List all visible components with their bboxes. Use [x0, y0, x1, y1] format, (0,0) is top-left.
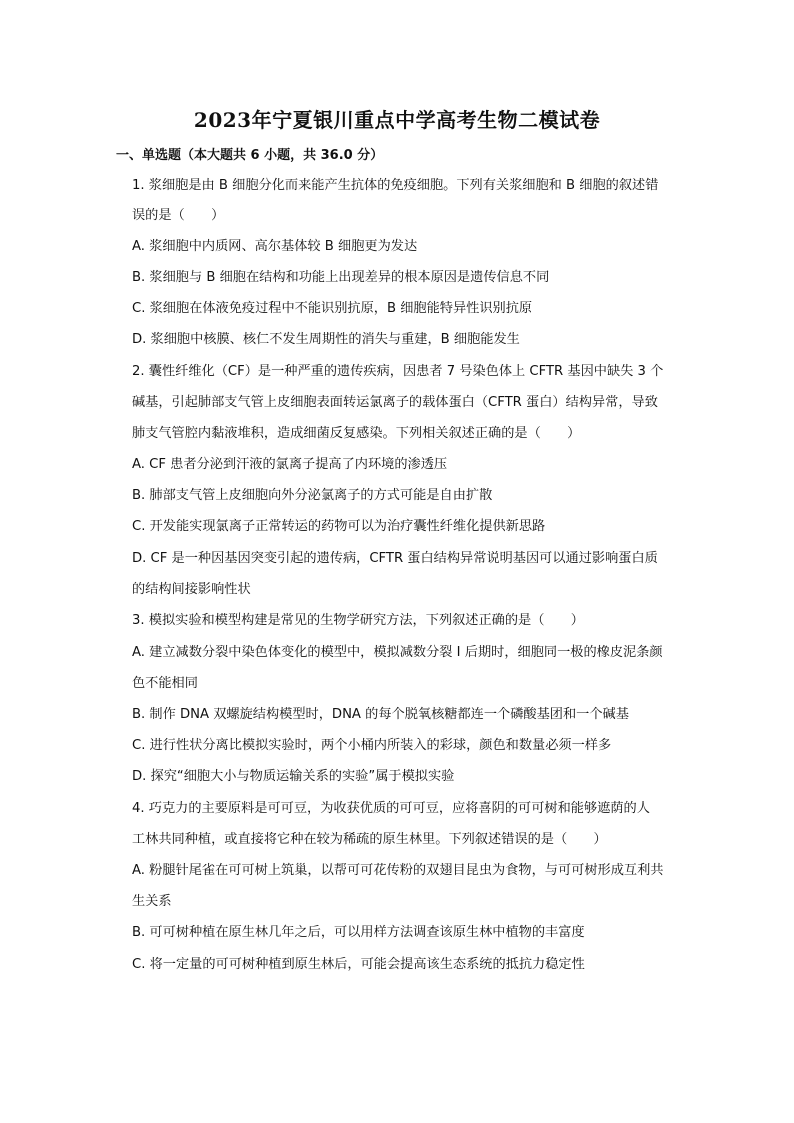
section-heading: 一、单选题（本大题共 6 小题，共 36.0 分） [116, 148, 384, 163]
option-line: A. CF 患者分泌到汗液的氯离子提高了内环境的渗透压 [132, 457, 448, 472]
option-line: D. CF 是一种因基因突变引起的遗传病，CFTR 蛋白结构异常说明基因可以通过影响蛋白质 [132, 551, 658, 566]
question-line: 误的是（ ） [132, 208, 225, 223]
option-line: 的结构间接影响性状 [132, 582, 251, 597]
option-line: C. 将一定量的可可树种植到原生林后，可能会提高该生态系统的抵抗力稳定性 [132, 957, 585, 972]
option-line: B. 肺部支气管上皮细胞向外分泌氯离子的方式可能是自由扩散 [132, 488, 493, 503]
option-line: B. 浆细胞与 B 细胞在结构和功能上出现差异的根本原因是遗传信息不同 [132, 270, 550, 285]
option-line: 色不能相同 [132, 676, 198, 691]
option-line: A. 粉腿针尾雀在可可树上筑巢，以帮可可花传粉的双翅目昆虫为食物，与可可树形成互利共 [132, 863, 664, 878]
option-line: C. 进行性状分离比模拟实验时，两个小桶内所装入的彩球，颜色和数量必须一样多 [132, 738, 612, 753]
option-line: A. 浆细胞中内质网、高尔基体较 B 细胞更为发达 [132, 239, 418, 254]
exam-title: 2023年宁夏银川重点中学高考生物二模试卷 [193, 108, 601, 132]
option-line: B. 制作 DNA 双螺旋结构模型时，DNA 的每个脱氧核糖都连一个磷酸基团和一个碱基 [132, 707, 629, 722]
question-line: 1. 浆细胞是由 B 细胞分化而来能产生抗体的免疫细胞。下列有关浆细胞和 B 细胞的叙述错 [132, 178, 659, 193]
question-line: 4. 巧克力的主要原料是可可豆，为收获优质的可可豆，应将喜阴的可可树和能够遮荫的人 [132, 801, 650, 816]
question-line: 碱基，引起肺部支气管上皮细胞表面转运氯离子的载体蛋白（CFTR 蛋白）结构异常，导致 [132, 395, 658, 410]
question-line: 3. 模拟实验和模型构建是常见的生物学研究方法，下列叙述正确的是（ ） [132, 613, 584, 628]
option-line: D. 探究“细胞大小与物质运输关系的实验”属于模拟实验 [132, 769, 455, 784]
question-line: 工林共同种植，或直接将它种在较为稀疏的原生林里。下列叙述错误的是（ ） [132, 832, 607, 847]
option-line: C. 浆细胞在体液免疫过程中不能识别抗原，B 细胞能特异性识别抗原 [132, 301, 533, 316]
question-line: 肺支气管腔内黏液堆积，造成细菌反复感染。下列相关叙述正确的是（ ） [132, 426, 581, 441]
option-line: A. 建立减数分裂中染色体变化的模型中，模拟减数分裂 I 后期时，细胞同一极的橡皮泥条颜 [132, 645, 663, 660]
option-line: 生关系 [132, 894, 172, 909]
option-line: C. 开发能实现氯离子正常转运的药物可以为治疗囊性纤维化提供新思路 [132, 519, 546, 534]
option-line: D. 浆细胞中核膜、核仁不发生周期性的消失与重建，B 细胞能发生 [132, 332, 520, 347]
option-line: B. 可可树种植在原生林几年之后，可以用样方法调查该原生林中植物的丰富度 [132, 925, 585, 940]
question-line: 2. 囊性纤维化（CF）是一种严重的遗传疾病，因患者 7 号染色体上 CFTR 基因中缺失 3 个 [132, 364, 664, 379]
